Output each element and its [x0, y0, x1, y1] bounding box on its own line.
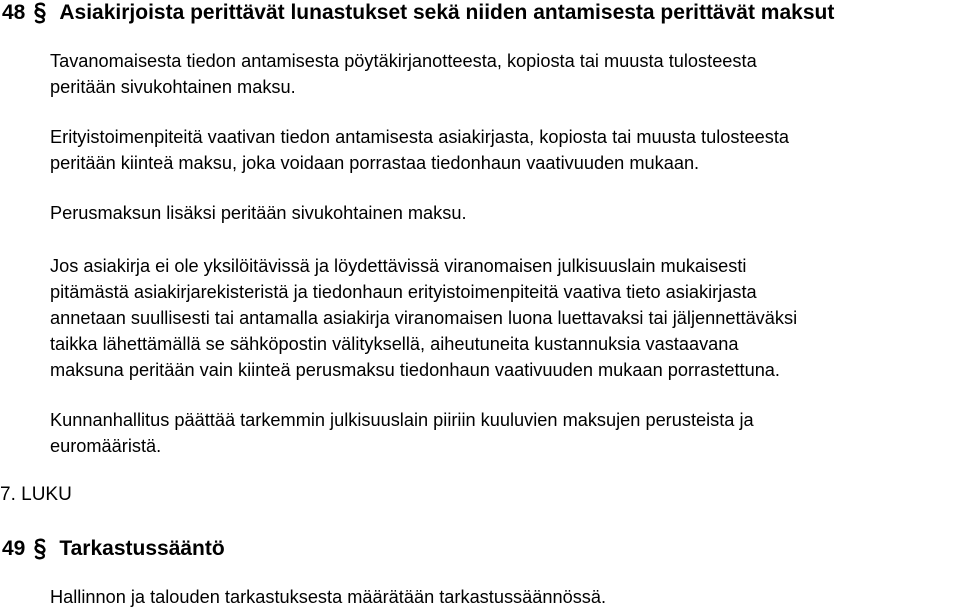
section-48-heading	[2, 0, 834, 26]
paragraph-line: Hallinnon ja talouden tarkastuksesta määrätään tarkastussäännössä.	[50, 587, 607, 607]
paragraph-4	[50, 253, 958, 383]
section-49-number: 49	[2, 537, 26, 560]
section-sign-icon	[31, 537, 49, 561]
section-sign-icon	[31, 1, 49, 25]
paragraph-5	[50, 407, 958, 459]
paragraph-line: peritään sivukohtainen maksu.	[50, 77, 296, 97]
paragraph-2	[50, 124, 958, 176]
section-49-heading	[2, 536, 225, 562]
paragraph-line: annetaan suullisesti tai antamalla asiakirja viranomaisen luona luettavaksi tai jäljennettäväksi	[50, 308, 798, 328]
section-49-paragraph	[50, 584, 958, 610]
paragraph-line: Erityistoimenpiteitä vaativan tiedon antamisesta asiakirjasta, kopiosta tai muusta tulosteesta	[50, 127, 789, 147]
paragraph-line: pitämästä asiakirjarekisteristä ja tiedonhaun erityistoimenpiteitä vaativa tieto asiakirjasta	[50, 282, 757, 302]
paragraph-line: Kunnanhallitus päättää tarkemmin julkisuuslain piiriin kuuluvien maksujen perusteista ja	[50, 410, 754, 430]
paragraph-line: peritään kiinteä maksu, joka voidaan porrastaa tiedonhaun vaativuuden mukaan.	[50, 153, 700, 173]
paragraph-line: euromääristä.	[50, 436, 162, 456]
section-48-title: Asiakirjoista perittävät lunastukset sekä niiden antamisesta perittävät maksut	[59, 1, 835, 24]
paragraph-1	[50, 48, 958, 100]
paragraph-line: maksuna peritään vain kiinteä perusmaksu tiedonhaun vaativuuden mukaan porrastettuna.	[50, 360, 780, 380]
paragraph-line: Jos asiakirja ei ole yksilöitävissä ja löydettävissä viranomaisen julkisuuslain mukaisesti	[50, 256, 747, 276]
paragraph-line: Tavanomaisesta tiedon antamisesta pöytäkirjanotteesta, kopiosta tai muusta tulosteesta	[50, 51, 757, 71]
paragraph-line: Perusmaksun lisäksi peritään sivukohtainen maksu.	[50, 203, 467, 223]
chapter-heading: 7. LUKU	[0, 484, 72, 505]
paragraph-line: taikka lähettämällä se sähköpostin välityksellä, aiheutuneita kustannuksia vastaavana	[50, 334, 739, 354]
paragraph-3	[50, 200, 958, 226]
section-48-number: 48	[2, 1, 26, 24]
section-49-title: Tarkastussääntö	[59, 537, 225, 560]
